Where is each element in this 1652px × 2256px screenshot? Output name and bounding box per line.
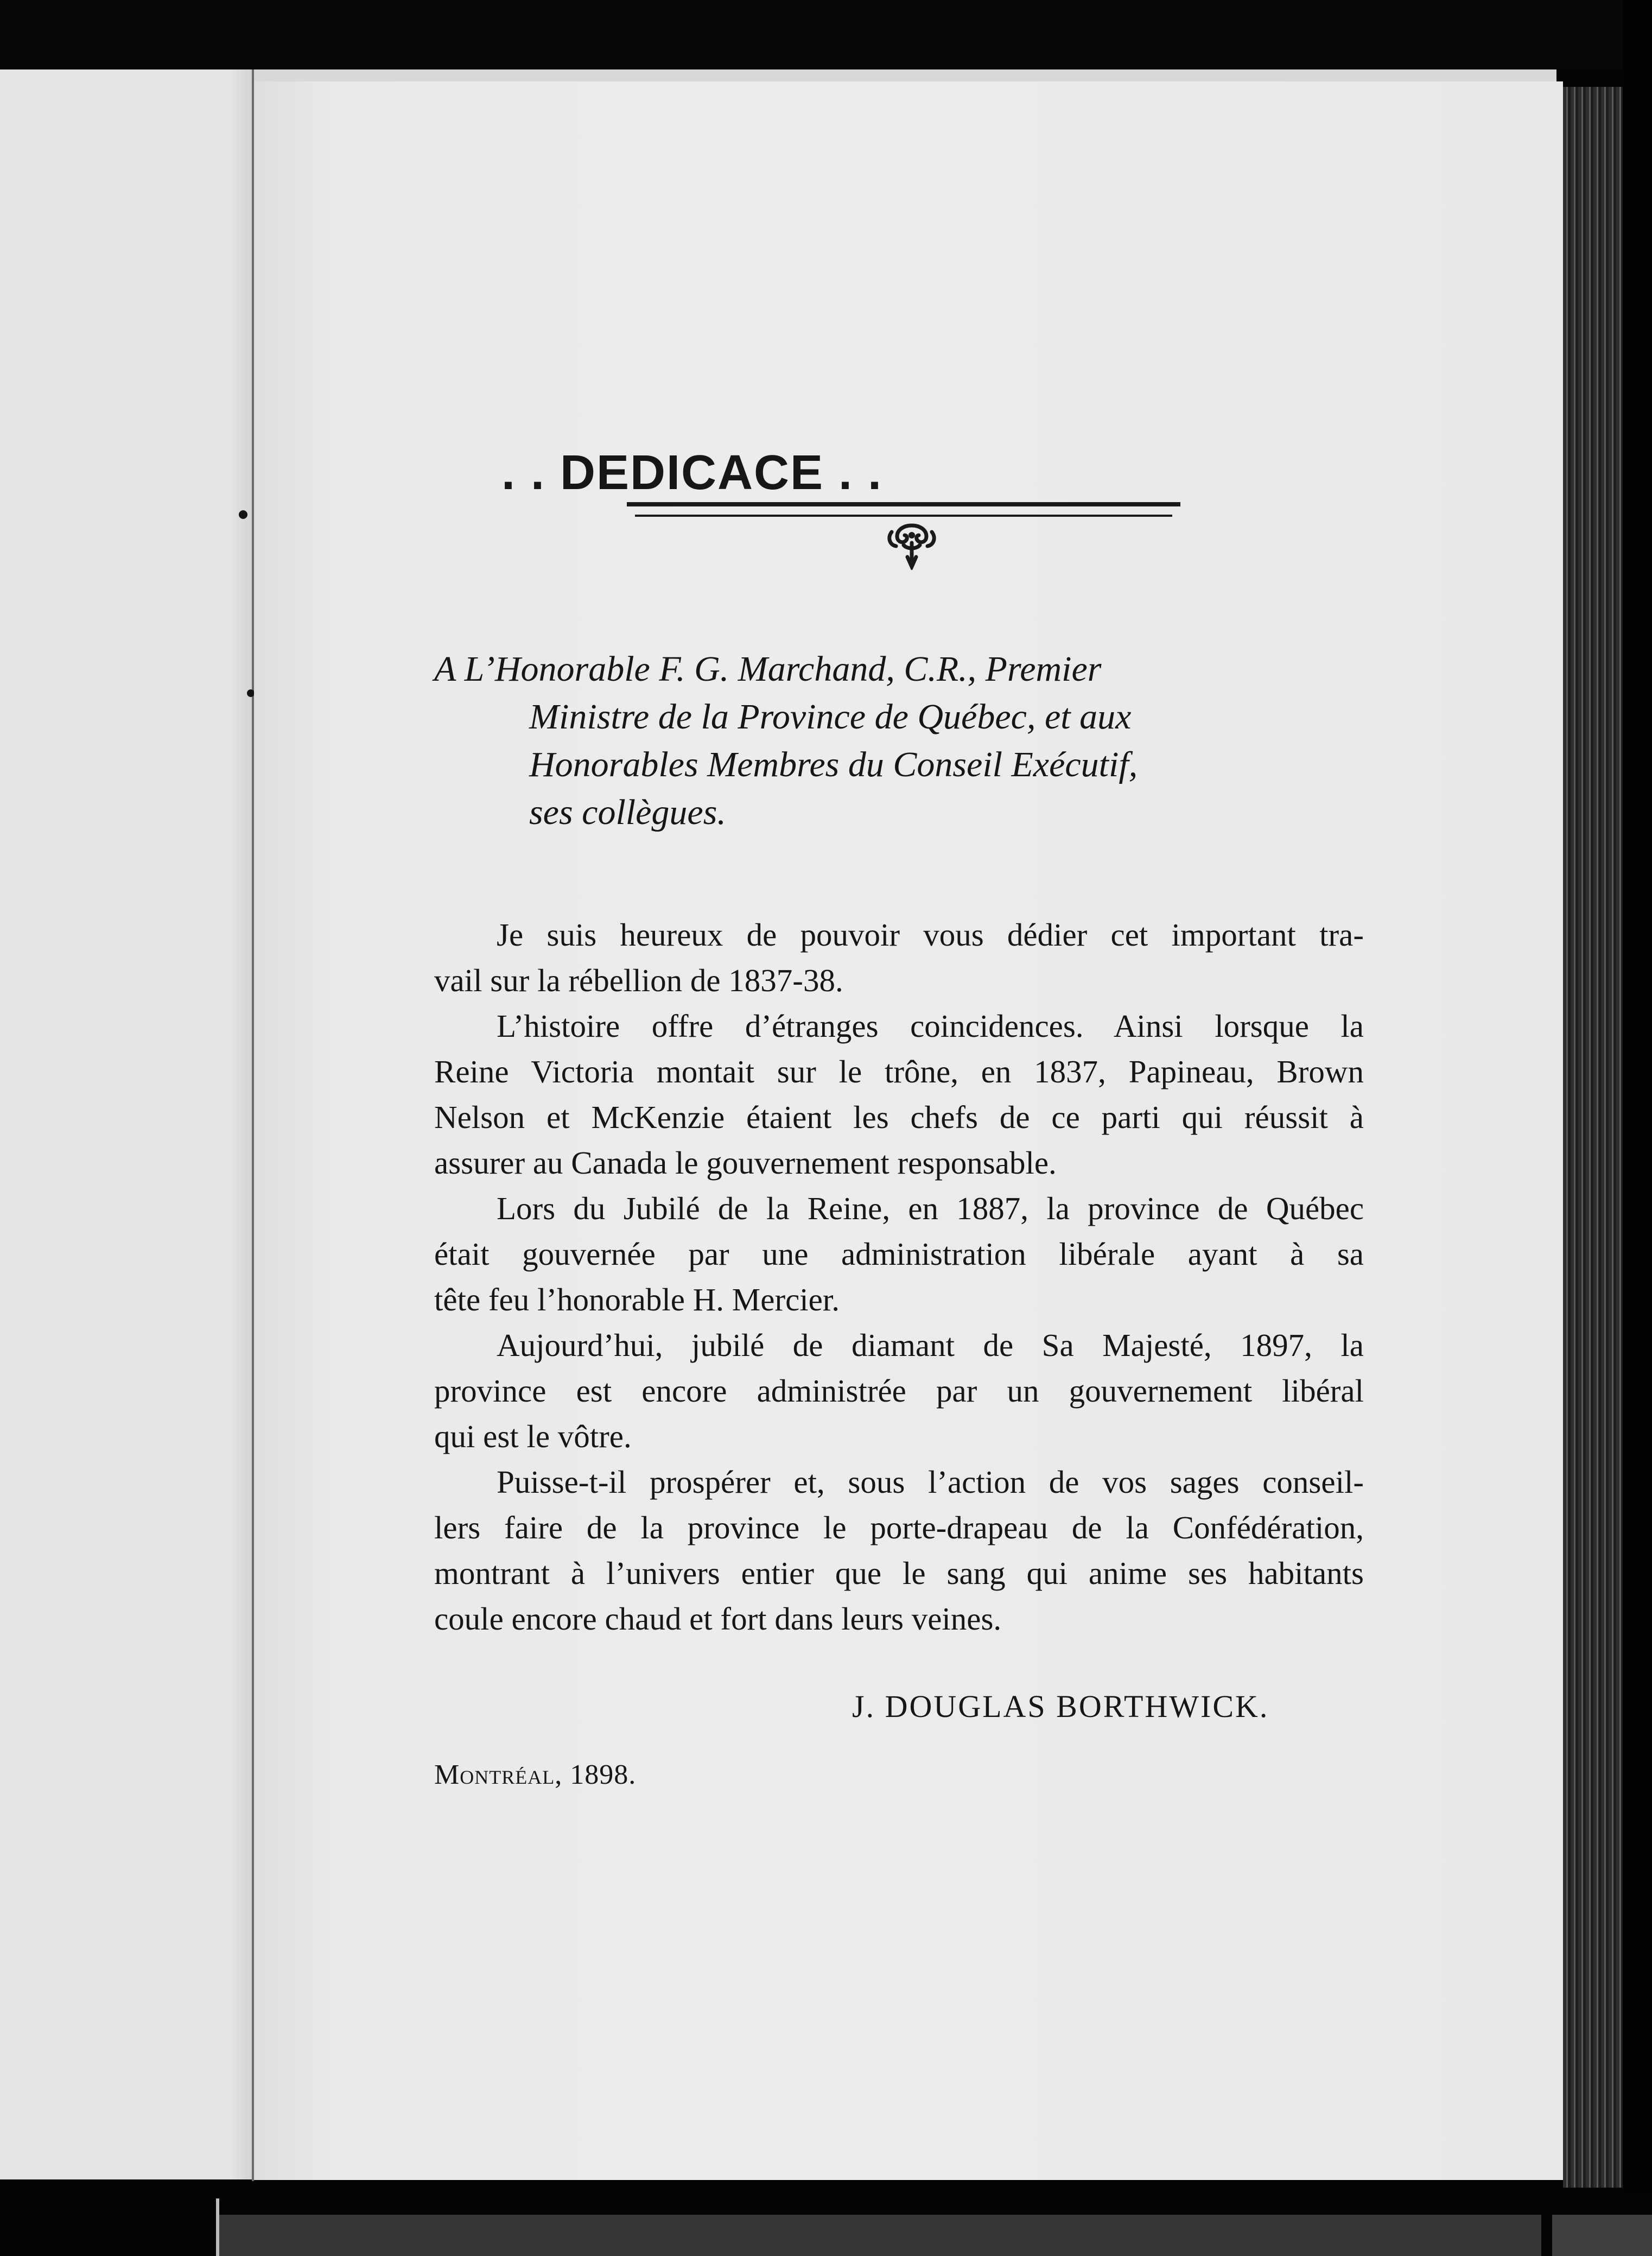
body-line: était gouvernée par une administration libérale ayant à sa bbox=[434, 1236, 1364, 1272]
address-line: ses collègues. bbox=[529, 793, 726, 832]
body-line: assurer au Canada le gouvernement responsable. bbox=[434, 1145, 1057, 1181]
body-line: province est encore administrée par un gouvernement libéral bbox=[434, 1373, 1364, 1409]
page-edges bbox=[1563, 87, 1623, 2188]
scan-right-border bbox=[1623, 0, 1652, 2256]
body-line: L’histoire offre d’étranges coincidences. Ainsi lorsque la bbox=[497, 1008, 1364, 1044]
place-year: , 1898. bbox=[555, 1759, 637, 1790]
binding-hole bbox=[247, 689, 255, 697]
address-line: Ministre de la Province de Québec, et aux bbox=[529, 697, 1132, 737]
left-page bbox=[0, 69, 252, 2179]
body-line: Lors du Jubilé de la Reine, en 1887, la province de Québec bbox=[497, 1190, 1364, 1226]
body-line: vail sur la rébellion de 1837-38. bbox=[434, 962, 843, 998]
place-name: Montréal bbox=[434, 1759, 555, 1790]
body-line: Nelson et McKenzie étaient les chefs de ce parti qui réussit à bbox=[434, 1099, 1364, 1135]
body-line: Je suis heureux de pouvoir vous dédier cet important tra- bbox=[497, 917, 1364, 953]
body-line: lers faire de la province le porte-drapeau de la Confédération, bbox=[434, 1510, 1364, 1545]
fleuron-icon bbox=[882, 521, 942, 570]
body-line: coule encore chaud et fort dans leurs veines. bbox=[434, 1601, 1002, 1637]
signature: J. DOUGLAS BORTHWICK. bbox=[852, 1689, 1269, 1724]
title-rule-thick bbox=[627, 502, 1180, 506]
body-line: Aujourd’hui, jubilé de diamant de Sa Majesté, 1897, la bbox=[497, 1327, 1364, 1363]
body-line: tête feu l’honorable H. Mercier. bbox=[434, 1282, 840, 1317]
body-line: Reine Victoria montait sur le trône, en 1837, Papineau, Brown bbox=[434, 1054, 1364, 1089]
address-line: Honorables Membres du Conseil Exécutif, bbox=[529, 745, 1138, 784]
body-line: Puisse-t-il prospérer et, sous l’action de vos sages conseil- bbox=[497, 1464, 1364, 1500]
next-page-strip bbox=[217, 2215, 1541, 2256]
body-line: montrant à l’univers entier que le sang qui anime ses habitants bbox=[434, 1555, 1364, 1591]
page-corner bbox=[1552, 2215, 1652, 2256]
scan-top-border bbox=[0, 0, 1652, 69]
place-date bbox=[434, 1759, 636, 1791]
binding-hole bbox=[239, 510, 247, 519]
gutter-line-bottom bbox=[216, 2198, 219, 2256]
address-line: A L’Honorable F. G. Marchand, C.R., Premier bbox=[434, 649, 1102, 689]
title-rule-thin bbox=[635, 515, 1172, 517]
body-line: qui est le vôtre. bbox=[434, 1418, 632, 1454]
title-text: . . DEDICACE . . bbox=[501, 446, 883, 500]
